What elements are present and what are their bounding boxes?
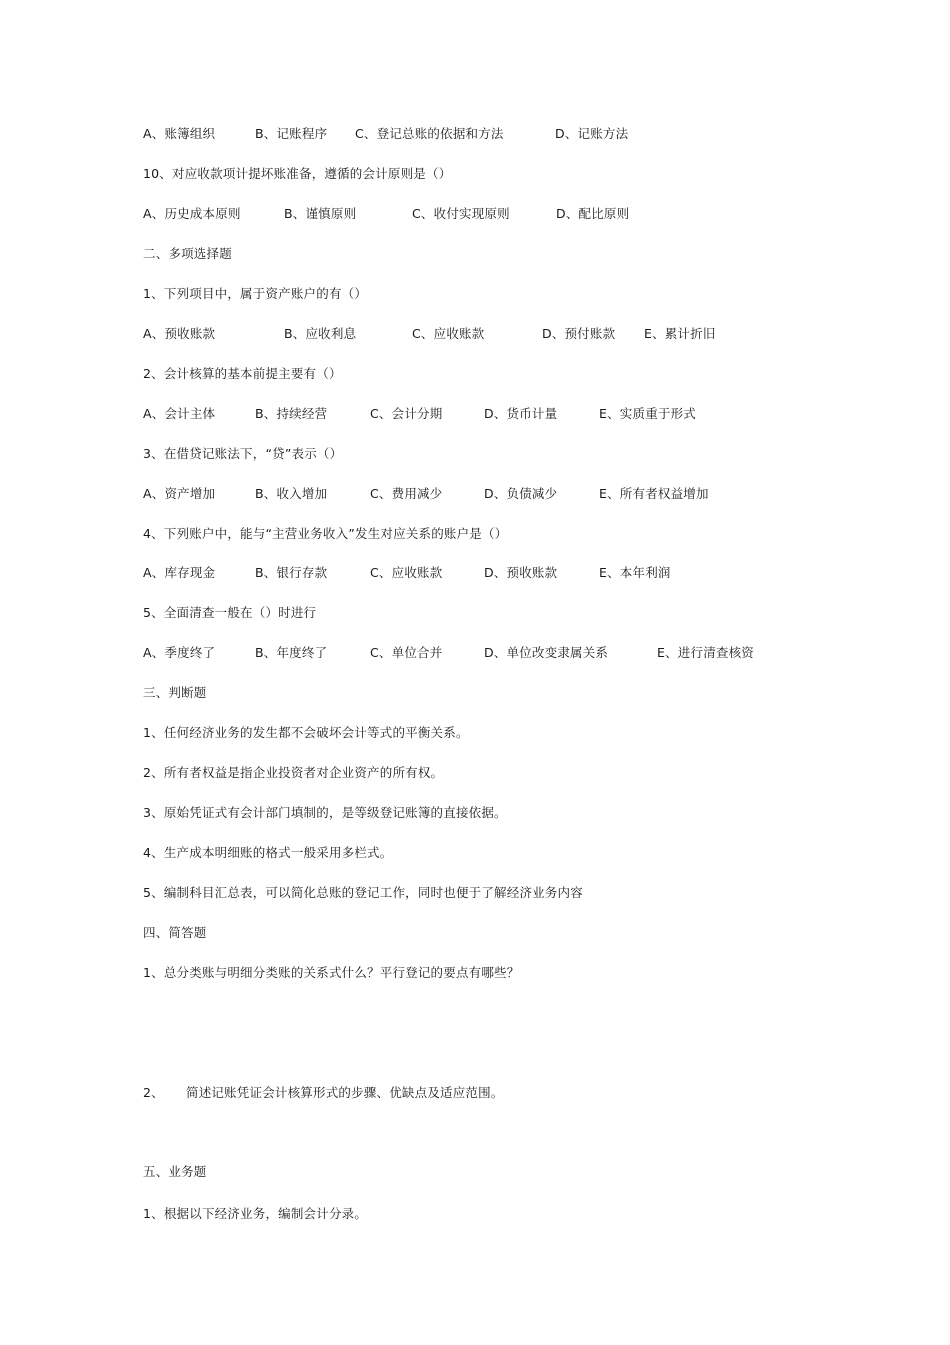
s4-q1: 1、总分类账与明细分类账的关系式什么？平行登记的要点有哪些？ <box>143 965 520 980</box>
q10-question: 10、对应收款项计提坏账准备，遵循的会计原则是（） <box>143 166 452 181</box>
s2-q5-option-a: A、季度终了 <box>143 645 216 660</box>
s2-q5-option-d: D、单位改变隶属关系 <box>484 645 609 660</box>
section3-title: 三、判断题 <box>143 685 207 700</box>
s3-item-4: 4、生产成本明细账的格式一般采用多栏式。 <box>143 845 393 860</box>
q9-option-c: C、登记总账的依据和方法 <box>355 126 504 141</box>
q10-option-a: A、历史成本原则 <box>143 206 241 221</box>
q9-option-d: D、记账方法 <box>555 126 629 141</box>
s2-q5-option-e: E、进行清查核资 <box>657 645 754 660</box>
s2-q1-option-b: B、应收利息 <box>284 326 357 341</box>
q10-option-c: C、收付实现原则 <box>412 206 510 221</box>
s2-q4-option-d: D、预收账款 <box>484 565 558 580</box>
q9-option-b: B、记账程序 <box>255 126 328 141</box>
s2-q5-question: 5、全面清查一般在（）时进行 <box>143 605 317 620</box>
s2-q1-option-e: E、累计折旧 <box>644 326 716 341</box>
s2-q3-question: 3、在借贷记账法下，“贷”表示（） <box>143 446 343 461</box>
section4-title: 四、简答题 <box>143 925 207 940</box>
s2-q1-option-a: A、预收账款 <box>143 326 216 341</box>
s2-q4-question: 4、下列账户中，能与“主营业务收入”发生对应关系的账户是（） <box>143 526 508 541</box>
q10-option-b: B、谨慎原则 <box>284 206 357 221</box>
s2-q4-option-e: E、本年利润 <box>599 565 671 580</box>
q10-option-d: D、配比原则 <box>556 206 630 221</box>
s4-q2-text: 简述记账凭证会计核算形式的步骤、优缺点及适应范围。 <box>186 1085 504 1100</box>
s2-q3-option-e: E、所有者权益增加 <box>599 486 709 501</box>
s2-q2-option-d: D、货币计量 <box>484 406 558 421</box>
s3-item-5: 5、编制科目汇总表，可以简化总账的登记工作，同时也便于了解经济业务内容 <box>143 885 583 900</box>
s2-q3-option-d: D、负债减少 <box>484 486 558 501</box>
s2-q4-option-c: C、应收账款 <box>370 565 443 580</box>
s2-q4-option-a: A、库存现金 <box>143 565 216 580</box>
s2-q1-question: 1、下列项目中，属于资产账户的有（） <box>143 286 368 301</box>
s5-q1: 1、根据以下经济业务，编制会计分录。 <box>143 1206 368 1221</box>
s2-q5-option-c: C、单位合并 <box>370 645 443 660</box>
s2-q2-option-a: A、会计主体 <box>143 406 216 421</box>
s3-item-1: 1、任何经济业务的发生都不会破坏会计等式的平衡关系。 <box>143 725 469 740</box>
s2-q1-option-d: D、预付账款 <box>542 326 616 341</box>
s2-q1-option-c: C、应收账款 <box>412 326 485 341</box>
s2-q3-option-c: C、费用减少 <box>370 486 443 501</box>
section2-title: 二、多项选择题 <box>143 246 232 261</box>
section5-title: 五、业务题 <box>143 1164 207 1179</box>
s3-item-2: 2、所有者权益是指企业投资者对企业资产的所有权。 <box>143 765 444 780</box>
s2-q2-option-c: C、会计分期 <box>370 406 443 421</box>
s3-item-3: 3、原始凭证式有会计部门填制的，是等级登记账簿的直接依据。 <box>143 805 507 820</box>
s2-q3-option-a: A、资产增加 <box>143 486 216 501</box>
s2-q4-option-b: B、银行存款 <box>255 565 328 580</box>
s2-q2-option-e: E、实质重于形式 <box>599 406 696 421</box>
s2-q2-question: 2、会计核算的基本前提主要有（） <box>143 366 342 381</box>
s2-q5-option-b: B、年度终了 <box>255 645 328 660</box>
s2-q3-option-b: B、收入增加 <box>255 486 328 501</box>
s2-q2-option-b: B、持续经营 <box>255 406 328 421</box>
q9-option-a: A、账簿组织 <box>143 126 216 141</box>
s4-q2-number: 2、 <box>143 1085 164 1100</box>
